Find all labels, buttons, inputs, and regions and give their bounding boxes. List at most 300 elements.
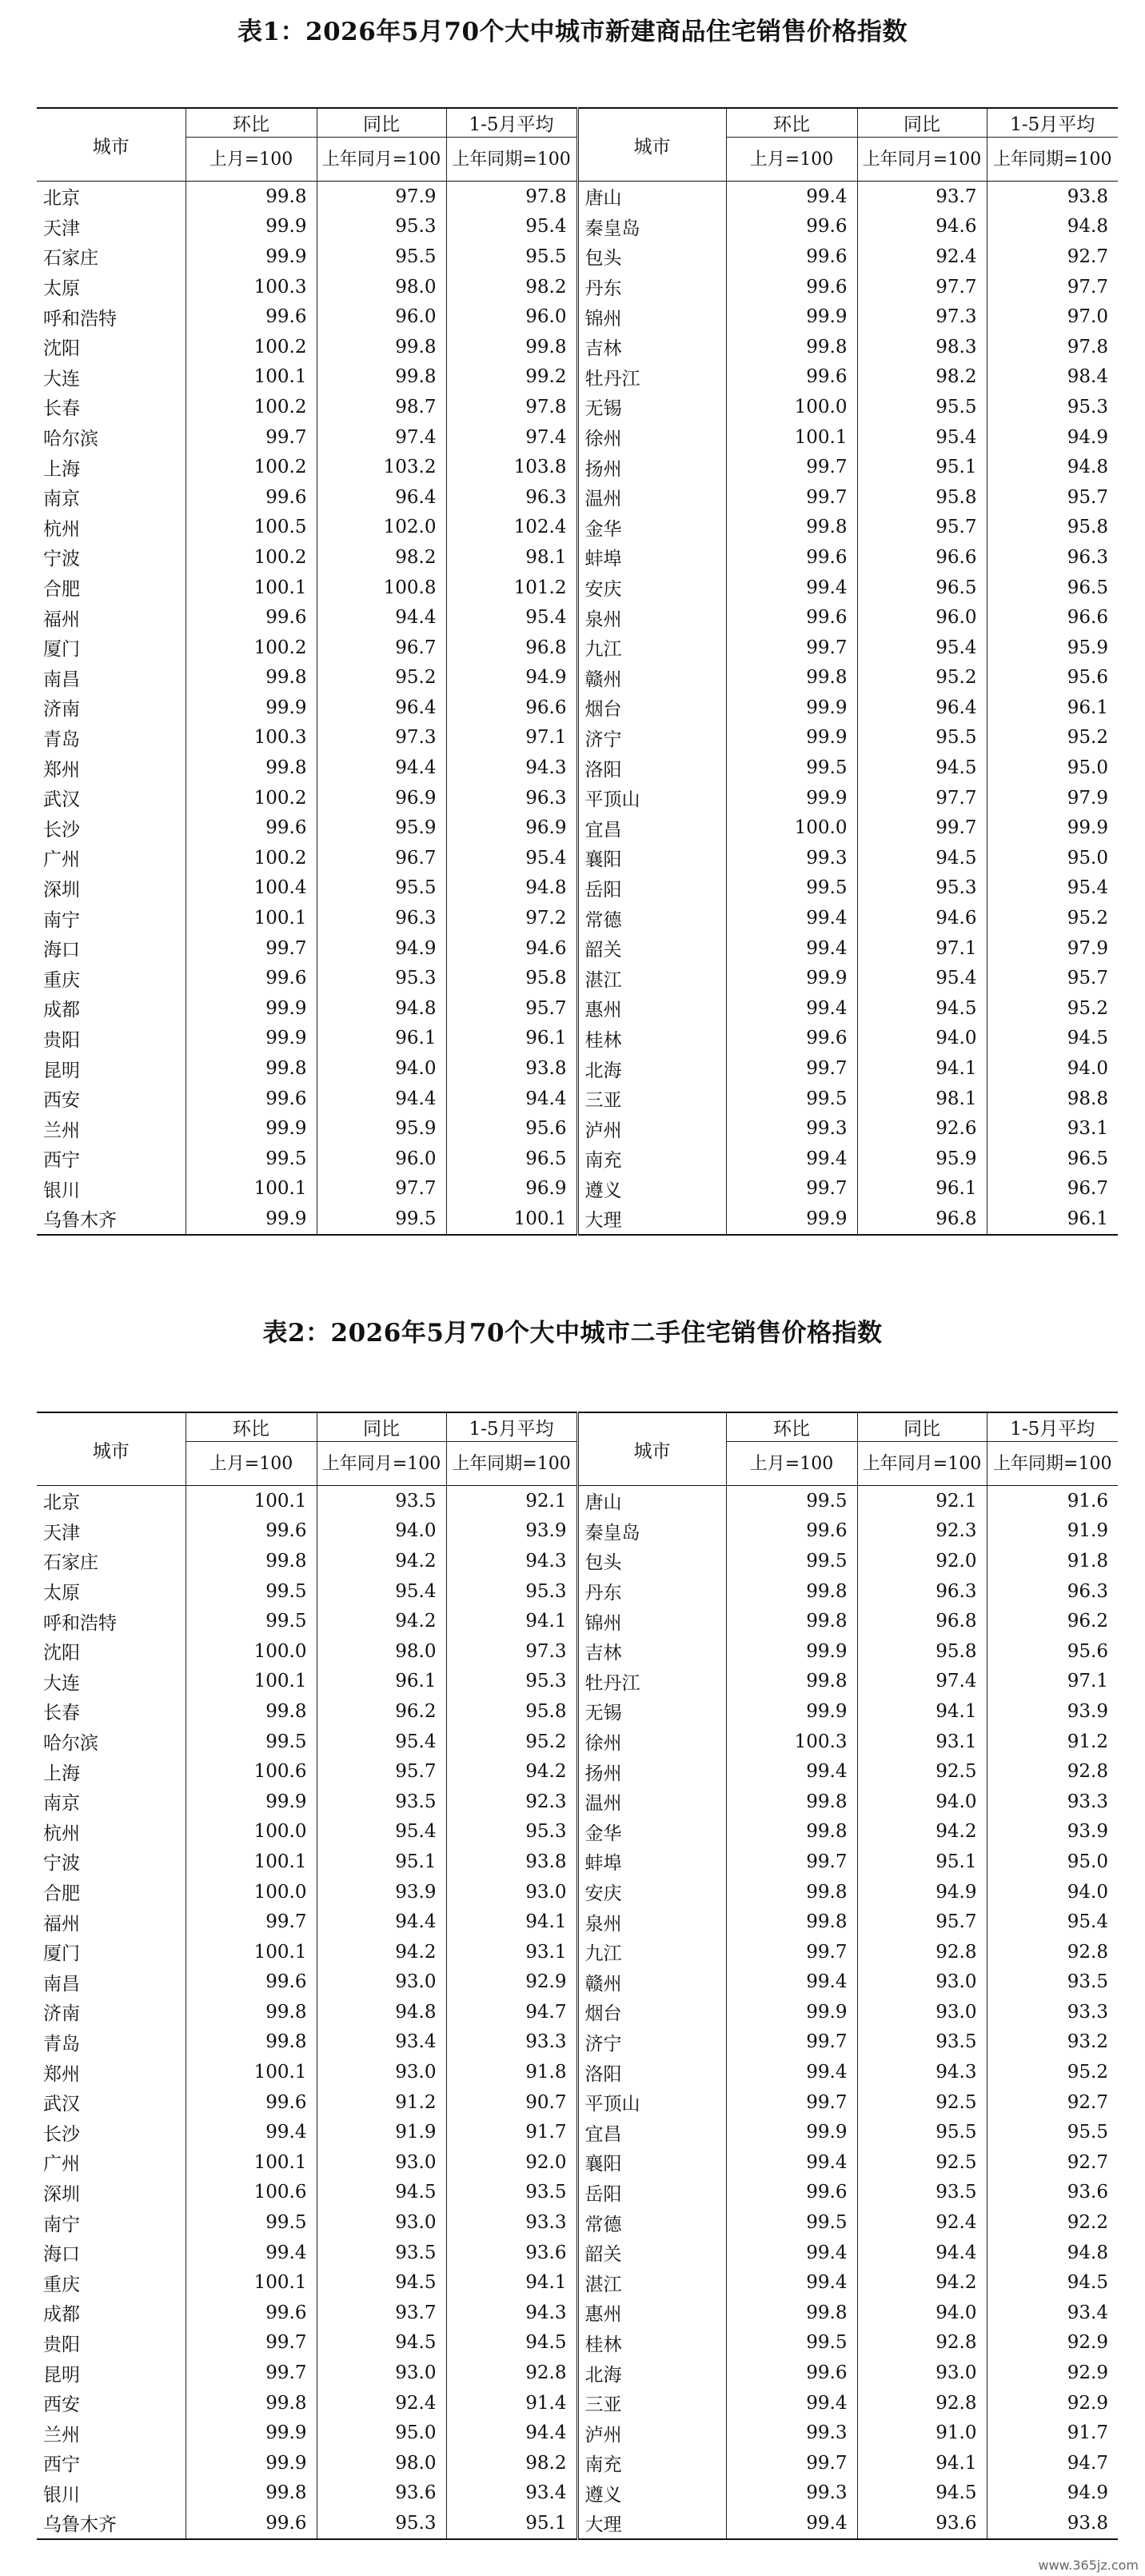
city-name-cell	[577, 1636, 726, 1667]
city-name-cell	[37, 1486, 186, 1516]
table-row	[37, 873, 1118, 904]
city-name-cell	[37, 2298, 186, 2328]
index-value-cell: 92.8	[987, 1756, 1118, 1787]
table-row	[37, 2238, 1118, 2268]
city-name: 成都	[43, 1000, 80, 1021]
index-value-cell: 99.5	[186, 1606, 317, 1636]
index-value-cell: 99.4	[726, 993, 857, 1024]
index-value-cell: 94.1	[446, 2267, 577, 2298]
table1-header-yoy-base: 上年同月=100	[857, 138, 987, 182]
city-name: 银川	[43, 1180, 80, 1201]
index-value-cell: 95.0	[987, 1847, 1118, 1877]
index-value-cell: 94.2	[317, 1937, 446, 1967]
table1-header-city: 城市	[92, 136, 130, 158]
city-name: 深圳	[43, 879, 80, 901]
index-value-cell: 99.6	[726, 1024, 857, 1054]
index-value-cell: 99.8	[317, 362, 446, 393]
index-value-cell: 99.8	[726, 332, 857, 362]
city-name-cell	[37, 2057, 186, 2087]
table-row	[37, 783, 1118, 813]
index-value-cell: 99.4	[726, 2508, 857, 2539]
table-row	[37, 633, 1118, 663]
table-row	[37, 963, 1118, 993]
table-row	[37, 2388, 1118, 2418]
index-value-cell: 99.6	[726, 2178, 857, 2208]
index-value-cell: 99.8	[186, 2478, 317, 2509]
index-value-cell: 96.6	[857, 542, 987, 573]
table2-header-mom: 环比	[186, 1412, 317, 1442]
city-name-cell	[37, 2147, 186, 2178]
index-value-cell: 95.4	[446, 602, 577, 633]
city-name-cell	[577, 963, 726, 993]
city-name-cell	[37, 813, 186, 843]
city-name-cell	[577, 1847, 726, 1877]
index-value-cell: 100.2	[186, 392, 317, 422]
city-name-cell	[577, 1113, 726, 1144]
city-name: 唐山	[584, 188, 622, 210]
table-row	[37, 843, 1118, 873]
index-value-cell: 99.5	[726, 1486, 857, 1516]
city-name: 湛江	[584, 2274, 622, 2295]
table-row	[37, 813, 1118, 843]
city-name: 韶关	[584, 940, 622, 961]
city-name: 无锡	[584, 398, 622, 420]
index-value-cell: 99.4	[726, 2388, 857, 2418]
table1-header-yoy: 同比	[857, 108, 987, 138]
index-value-cell: 95.8	[987, 513, 1118, 543]
index-value-cell: 99.4	[186, 2117, 317, 2147]
index-value-cell: 97.3	[857, 302, 987, 332]
index-value-cell: 96.8	[857, 1204, 987, 1235]
city-name-cell	[577, 753, 726, 783]
index-value-cell: 97.2	[446, 903, 577, 933]
city-name-cell	[577, 1144, 726, 1174]
city-name: 秦皇岛	[584, 1522, 640, 1544]
city-name: 上海	[43, 458, 80, 480]
index-value-cell: 100.1	[726, 422, 857, 453]
index-value-cell: 92.3	[857, 1516, 987, 1547]
city-name-cell	[37, 723, 186, 753]
index-value-cell: 96.1	[317, 1667, 446, 1697]
table-row	[37, 1877, 1118, 1907]
index-value-cell: 99.6	[186, 482, 317, 513]
index-value-cell: 94.4	[446, 1084, 577, 1114]
index-value-cell: 93.5	[857, 2027, 987, 2058]
index-value-cell: 96.3	[987, 1576, 1118, 1607]
index-value-cell: 96.7	[317, 843, 446, 873]
table-row	[37, 482, 1118, 513]
city-name: 沈阳	[43, 1643, 80, 1664]
city-name-cell	[37, 482, 186, 513]
city-name: 海口	[43, 2244, 80, 2266]
city-name-cell	[37, 633, 186, 663]
index-value-cell: 99.4	[726, 903, 857, 933]
city-name-cell	[577, 2207, 726, 2238]
index-value-cell: 99.6	[186, 1516, 317, 1547]
city-name: 郑州	[43, 759, 80, 781]
city-name: 平顶山	[584, 789, 640, 811]
index-value-cell: 97.4	[446, 422, 577, 453]
index-value-cell: 93.6	[317, 2478, 446, 2509]
index-value-cell: 99.7	[186, 2328, 317, 2358]
index-value-cell: 94.5	[857, 993, 987, 1024]
city-name: 呼和浩特	[43, 1612, 117, 1634]
index-value-cell: 99.9	[726, 1696, 857, 1727]
index-value-cell: 99.8	[726, 513, 857, 543]
index-value-cell: 93.0	[317, 2358, 446, 2388]
table-row	[37, 1546, 1118, 1576]
index-value-cell: 99.7	[726, 1174, 857, 1204]
index-value-cell: 99.6	[726, 542, 857, 573]
index-value-cell: 99.4	[726, 2238, 857, 2268]
city-name: 济南	[43, 2003, 80, 2025]
index-value-cell: 99.5	[726, 873, 857, 904]
index-value-cell: 99.8	[726, 1667, 857, 1697]
city-name: 西宁	[43, 2454, 80, 2476]
city-name: 兰州	[43, 1120, 80, 1141]
index-value-cell: 99.9	[186, 1787, 317, 1817]
city-name: 武汉	[43, 2094, 80, 2115]
index-value-cell: 96.6	[987, 602, 1118, 633]
city-name-cell	[577, 783, 726, 813]
table-row	[37, 1204, 1118, 1235]
index-value-cell: 94.2	[317, 1606, 446, 1636]
city-name: 西安	[43, 1090, 80, 1112]
index-value-cell: 102.4	[446, 513, 577, 543]
index-value-cell: 96.2	[317, 1696, 446, 1727]
city-name-cell	[37, 1817, 186, 1847]
index-value-cell: 99.7	[726, 482, 857, 513]
index-value-cell: 95.0	[987, 843, 1118, 873]
city-name: 杭州	[43, 518, 80, 540]
index-value-cell: 99.4	[186, 2238, 317, 2268]
index-value-cell: 93.9	[446, 1516, 577, 1547]
table-row	[37, 2207, 1118, 2238]
city-name: 丹东	[584, 278, 622, 300]
index-value-cell: 95.3	[317, 963, 446, 993]
index-value-cell: 95.9	[987, 633, 1118, 663]
index-value-cell: 95.7	[317, 1756, 446, 1787]
index-value-cell: 95.1	[317, 1847, 446, 1877]
index-value-cell: 100.3	[186, 272, 317, 302]
index-value-cell: 99.8	[186, 1546, 317, 1576]
index-value-cell: 95.4	[857, 633, 987, 663]
index-value-cell: 97.7	[857, 783, 987, 813]
index-value-cell: 99.9	[186, 1113, 317, 1144]
index-value-cell: 99.6	[726, 362, 857, 393]
city-name-cell	[577, 1756, 726, 1787]
index-value-cell: 100.0	[726, 392, 857, 422]
index-value-cell: 100.0	[726, 813, 857, 843]
city-name-cell	[577, 1787, 726, 1817]
city-name-cell	[37, 963, 186, 993]
index-value-cell: 99.3	[726, 2418, 857, 2448]
index-value-cell: 99.7	[726, 2087, 857, 2118]
index-value-cell: 99.8	[726, 1817, 857, 1847]
index-value-cell: 100.5	[186, 513, 317, 543]
table2-header-mom: 环比	[726, 1412, 857, 1442]
table1-header-avg-base: 上年同期=100	[446, 138, 577, 182]
index-value-cell: 100.0	[186, 1817, 317, 1847]
index-value-cell: 94.5	[317, 2328, 446, 2358]
index-value-cell: 93.4	[446, 2478, 577, 2509]
table-row	[37, 1787, 1118, 1817]
table2-title: 表2：2026年5月70个大中城市二手住宅销售价格指数	[262, 1319, 883, 1348]
index-value-cell: 96.4	[857, 693, 987, 723]
index-value-cell: 96.4	[317, 693, 446, 723]
index-value-cell: 92.9	[446, 1967, 577, 1998]
index-value-cell: 93.8	[446, 1053, 577, 1084]
city-name-cell	[37, 1937, 186, 1967]
city-name: 三亚	[584, 2394, 622, 2416]
index-value-cell: 92.1	[857, 1486, 987, 1516]
city-name-cell	[577, 663, 726, 693]
city-name: 泸州	[584, 2424, 622, 2446]
table-row	[37, 1024, 1118, 1054]
index-value-cell: 92.8	[857, 1937, 987, 1967]
index-value-cell: 92.9	[987, 2388, 1118, 2418]
index-value-cell: 94.8	[987, 212, 1118, 242]
index-value-cell: 99.4	[726, 182, 857, 212]
city-name: 北京	[43, 1492, 80, 1514]
index-value-cell: 99.6	[186, 813, 317, 843]
index-value-cell: 99.9	[186, 1204, 317, 1235]
index-value-cell: 99.6	[186, 2508, 317, 2539]
city-name: 桂林	[584, 2334, 622, 2355]
city-name-cell	[37, 693, 186, 723]
index-value-cell: 95.2	[987, 993, 1118, 1024]
index-value-cell: 97.9	[987, 933, 1118, 964]
city-name: 长春	[43, 1703, 80, 1724]
index-value-cell: 95.3	[857, 873, 987, 904]
city-name-cell	[577, 1967, 726, 1998]
index-value-cell: 99.9	[726, 783, 857, 813]
index-value-cell: 99.5	[186, 1144, 317, 1174]
city-name-cell	[37, 2358, 186, 2388]
index-value-cell: 95.1	[857, 452, 987, 482]
index-value-cell: 98.3	[857, 332, 987, 362]
city-name-cell	[577, 2418, 726, 2448]
index-value-cell: 94.8	[317, 993, 446, 1024]
index-value-cell: 99.7	[186, 2358, 317, 2388]
index-value-cell: 94.5	[317, 2178, 446, 2208]
index-value-cell: 100.2	[186, 332, 317, 362]
index-value-cell: 99.6	[186, 602, 317, 633]
index-value-cell: 99.7	[726, 1053, 857, 1084]
table-row	[37, 933, 1118, 964]
city-name-cell	[37, 753, 186, 783]
city-name: 呼和浩特	[43, 308, 117, 329]
index-value-cell: 99.8	[317, 332, 446, 362]
index-value-cell: 99.4	[726, 2147, 857, 2178]
index-value-cell: 95.7	[987, 482, 1118, 513]
city-name: 丹东	[584, 1583, 622, 1604]
index-value-cell: 91.0	[857, 2418, 987, 2448]
city-name-cell	[577, 1667, 726, 1697]
city-name-cell	[577, 813, 726, 843]
city-name: 扬州	[584, 1763, 622, 1784]
index-value-cell: 99.9	[726, 1204, 857, 1235]
index-value-cell: 94.4	[317, 753, 446, 783]
index-value-cell: 94.4	[317, 1907, 446, 1937]
index-value-cell: 90.7	[446, 2087, 577, 2118]
index-value-cell: 94.4	[446, 2418, 577, 2448]
index-value-cell: 99.5	[186, 1727, 317, 1757]
city-name-cell	[37, 1787, 186, 1817]
index-value-cell: 101.2	[446, 573, 577, 603]
index-value-cell: 98.2	[446, 272, 577, 302]
index-value-cell: 95.4	[446, 843, 577, 873]
index-value-cell: 99.9	[726, 1636, 857, 1667]
index-value-cell: 93.1	[857, 1727, 987, 1757]
index-value-cell: 99.8	[186, 1997, 317, 2027]
city-name-cell	[37, 1576, 186, 1607]
city-name-cell	[577, 1696, 726, 1727]
table-row	[37, 1053, 1118, 1084]
index-value-cell: 95.5	[857, 392, 987, 422]
index-value-cell: 99.9	[726, 723, 857, 753]
city-name: 兰州	[43, 2424, 80, 2446]
index-value-cell: 97.9	[987, 783, 1118, 813]
index-value-cell: 99.9	[186, 242, 317, 272]
table-row	[37, 693, 1118, 723]
index-value-cell: 97.1	[987, 1667, 1118, 1697]
table-row	[37, 2267, 1118, 2298]
index-value-cell: 92.1	[446, 1486, 577, 1516]
index-value-cell: 94.0	[857, 1787, 987, 1817]
table1-header-avg-base: 上年同期=100	[987, 138, 1118, 182]
index-value-cell: 94.8	[446, 873, 577, 904]
index-value-cell: 99.3	[726, 843, 857, 873]
index-value-cell: 99.5	[726, 2207, 857, 2238]
city-name-cell	[577, 1174, 726, 1204]
table1-header-mom: 环比	[726, 108, 857, 138]
index-value-cell: 94.1	[446, 1606, 577, 1636]
index-value-cell: 99.8	[186, 753, 317, 783]
index-value-cell: 99.8	[726, 1907, 857, 1937]
city-name-cell	[577, 1053, 726, 1084]
index-value-cell: 99.5	[726, 1084, 857, 1114]
index-value-cell: 100.1	[446, 1204, 577, 1235]
index-value-cell: 95.3	[317, 212, 446, 242]
city-name-cell	[37, 2448, 186, 2478]
city-name: 重庆	[43, 2274, 80, 2295]
index-value-cell: 100.1	[186, 1847, 317, 1877]
index-value-cell: 92.6	[857, 1113, 987, 1144]
city-name-cell	[37, 1997, 186, 2027]
index-value-cell: 95.4	[317, 1727, 446, 1757]
index-value-cell: 93.3	[987, 1787, 1118, 1817]
table-row	[37, 1967, 1118, 1998]
city-name-cell	[577, 362, 726, 393]
city-name: 银川	[43, 2484, 80, 2506]
index-value-cell: 96.0	[857, 602, 987, 633]
index-value-cell: 99.4	[726, 573, 857, 603]
index-value-cell: 94.0	[857, 2298, 987, 2328]
city-name-cell	[577, 272, 726, 302]
index-value-cell: 92.9	[987, 2328, 1118, 2358]
city-name-cell	[37, 1696, 186, 1727]
city-name: 天津	[43, 218, 80, 239]
city-name: 吉林	[584, 1643, 622, 1664]
index-value-cell: 95.5	[446, 242, 577, 272]
table2-header-avg: 1-5月平均	[987, 1412, 1118, 1442]
index-value-cell: 99.4	[726, 2057, 857, 2087]
city-name: 三亚	[584, 1090, 622, 1112]
index-value-cell: 93.0	[317, 2207, 446, 2238]
index-value-cell: 96.1	[987, 1204, 1118, 1235]
index-value-cell: 94.3	[446, 1546, 577, 1576]
index-value-cell: 94.6	[446, 933, 577, 964]
index-value-cell: 99.9	[726, 693, 857, 723]
table-row	[37, 602, 1118, 633]
city-name: 烟台	[584, 2003, 622, 2025]
index-value-cell: 99.9	[186, 2418, 317, 2448]
city-name-cell	[577, 1546, 726, 1576]
table2-header-mom-base: 上月=100	[186, 1442, 317, 1486]
index-value-cell: 93.0	[857, 1967, 987, 1998]
index-value-cell: 95.4	[857, 963, 987, 993]
index-value-cell: 99.7	[726, 2027, 857, 2058]
index-value-cell: 93.8	[987, 182, 1118, 212]
index-value-cell: 100.1	[186, 903, 317, 933]
index-value-cell: 94.0	[857, 1024, 987, 1054]
index-value-cell: 100.1	[186, 362, 317, 393]
city-name: 南昌	[43, 669, 80, 690]
city-name: 长沙	[43, 2123, 80, 2145]
index-value-cell: 98.2	[446, 2448, 577, 2478]
index-value-cell: 93.2	[987, 2027, 1118, 2058]
city-name-cell	[577, 723, 726, 753]
table2-header-avg-base: 上年同期=100	[446, 1442, 577, 1486]
index-value-cell: 100.2	[186, 452, 317, 482]
city-name: 合肥	[43, 1883, 80, 1905]
city-name: 遵义	[584, 1180, 622, 1201]
city-name-cell	[37, 1967, 186, 1998]
table-row	[37, 422, 1118, 453]
index-value-cell: 92.8	[446, 2358, 577, 2388]
index-value-cell: 94.0	[317, 1053, 446, 1084]
index-value-cell: 92.8	[987, 1937, 1118, 1967]
index-value-cell: 98.1	[857, 1084, 987, 1114]
index-value-cell: 95.9	[857, 1144, 987, 1174]
index-value-cell: 97.3	[317, 723, 446, 753]
index-value-cell: 99.6	[726, 602, 857, 633]
index-value-cell: 91.2	[317, 2087, 446, 2118]
index-value-cell: 91.8	[987, 1546, 1118, 1576]
index-value-cell: 94.8	[987, 452, 1118, 482]
index-value-cell: 95.5	[857, 2117, 987, 2147]
index-value-cell: 99.8	[186, 1053, 317, 1084]
table1-header-city: 城市	[577, 108, 726, 182]
index-value-cell: 99.8	[726, 1787, 857, 1817]
index-value-cell: 99.4	[726, 1144, 857, 1174]
city-name: 遵义	[584, 2484, 622, 2506]
index-value-cell: 92.0	[857, 1546, 987, 1576]
city-name: 海口	[43, 940, 80, 961]
table2-header-yoy: 同比	[857, 1412, 987, 1442]
index-value-cell: 99.6	[186, 963, 317, 993]
city-name: 上海	[43, 1763, 80, 1784]
city-name-cell	[37, 2508, 186, 2539]
index-value-cell: 95.8	[857, 1636, 987, 1667]
city-name-cell	[37, 2238, 186, 2268]
city-name-cell	[37, 212, 186, 242]
table1-title: 表1：2026年5月70个大中城市新建商品住宅销售价格指数	[237, 18, 908, 46]
index-value-cell: 99.4	[726, 1756, 857, 1787]
city-name: 徐州	[584, 429, 622, 450]
index-value-cell: 99.3	[726, 1113, 857, 1144]
